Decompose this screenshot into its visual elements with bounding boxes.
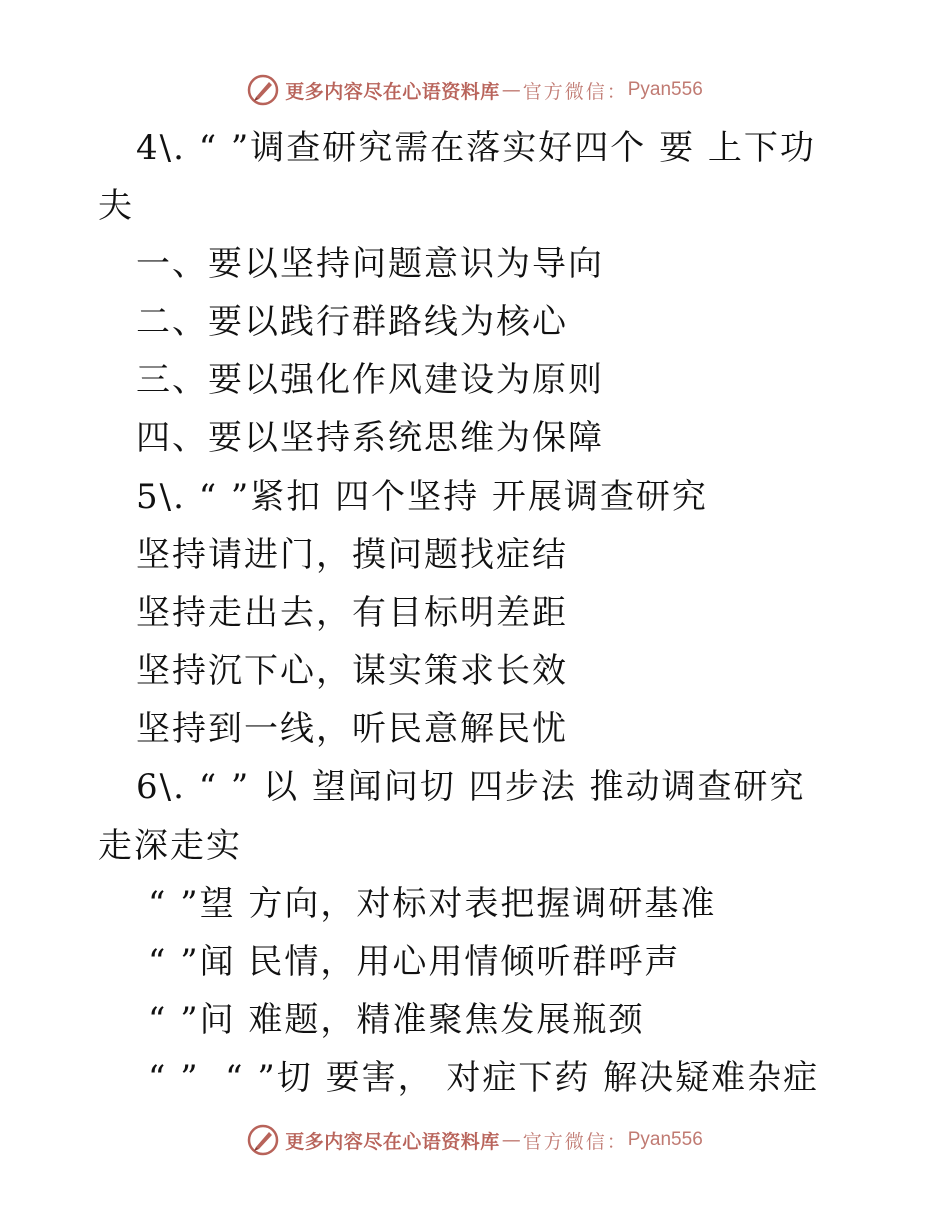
watermark-title: 更多内容尽在心语资料库	[285, 80, 500, 103]
item-5-1: 坚持请进门，摸问题找症结	[136, 535, 568, 575]
heading-6-line-2: 走深走实	[98, 826, 242, 866]
watermark-title: 更多内容尽在心语资料库	[285, 1130, 500, 1153]
watermark-dash: —	[501, 1129, 521, 1151]
footer-watermark	[0, 1122, 950, 1158]
pen-logo-icon	[247, 1124, 279, 1156]
item-6-1: “ ”望 方向，对标对表把握调研基准	[148, 884, 717, 924]
item-5-4: 坚持到一线，听民意解民忧	[136, 709, 568, 749]
watermark-label: 官方微信：	[522, 1130, 628, 1153]
item-6-4: “ ” “ ”切 要害， 对症下药 解决疑难杂症	[148, 1058, 820, 1098]
watermark-label: 官方微信：	[522, 80, 628, 103]
watermark-wechat-id: Pyan556	[627, 79, 703, 100]
item-4-4: 四、要以坚持系统思维为保障	[136, 418, 604, 458]
heading-4-line-1: 4\. “ ”调查研究需在落实好四个 要 上下功	[136, 128, 816, 168]
item-6-3: “ ”问 难题，精准聚焦发展瓶颈	[148, 1000, 645, 1040]
item-4-3: 三、要以强化作风建设为原则	[136, 360, 604, 400]
heading-4-line-2: 夫	[98, 186, 134, 226]
item-5-3: 坚持沉下心，谋实策求长效	[136, 651, 568, 691]
item-4-2: 二、要以践行群路线为核心	[136, 302, 568, 342]
watermark-dash: —	[501, 79, 521, 101]
item-5-2: 坚持走出去，有目标明差距	[136, 593, 568, 633]
heading-5: 5\. “ ”紧扣 四个坚持 开展调查研究	[136, 477, 708, 517]
item-6-2: “ ”闻 民情，用心用情倾听群呼声	[148, 942, 681, 982]
heading-6-line-1: 6\. “ ” 以 望闻问切 四步法 推动调查研究	[136, 767, 806, 807]
item-4-1: 一、要以坚持问题意识为导向	[136, 244, 604, 284]
watermark-wechat-id: Pyan556	[627, 1129, 703, 1150]
